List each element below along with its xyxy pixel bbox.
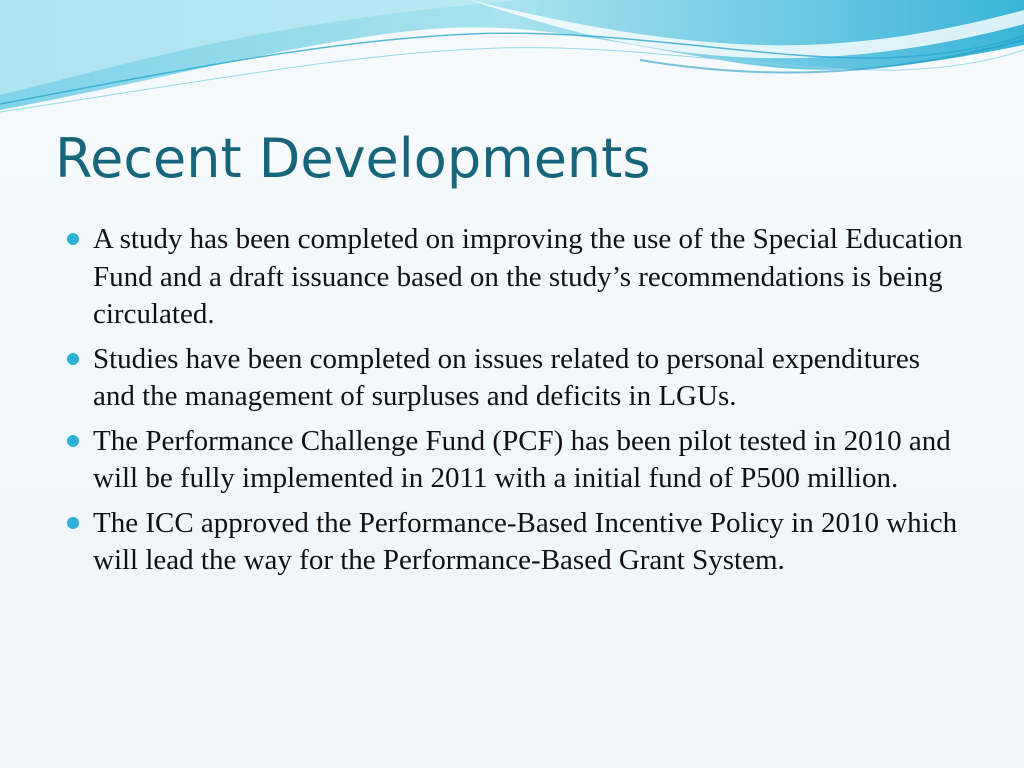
bullet-text: Studies have been completed on issues related to personal expenditures and the management of surpluses and deficits in LGUs.	[93, 342, 921, 412]
bullet-dot-icon	[67, 353, 79, 365]
header-wave-decoration	[0, 0, 1024, 120]
bullet-dot-icon	[67, 517, 79, 529]
slide-title: Recent Developments	[55, 127, 651, 190]
bullet-item	[64, 221, 964, 334]
bullet-text: The Performance Challenge Fund (PCF) has been pilot tested in 2010 and will be fully implemented in 2011 with a initial fund of P500 million.	[93, 424, 951, 494]
bullet-item	[64, 341, 964, 416]
bullet-dot-icon	[67, 435, 79, 447]
bullet-dot-icon	[67, 233, 79, 245]
bullet-list	[64, 221, 964, 587]
bullet-item	[64, 505, 964, 580]
bullet-item	[64, 423, 964, 498]
bullet-text: The ICC approved the Performance-Based Incentive Policy in 2010 which will lead the way for the Performance-Based Grant System.	[93, 506, 958, 576]
bullet-text: A study has been completed on improving the use of the Special Education Fund and a draft issuance based on the study’s recommendations is being circulated.	[93, 223, 963, 330]
